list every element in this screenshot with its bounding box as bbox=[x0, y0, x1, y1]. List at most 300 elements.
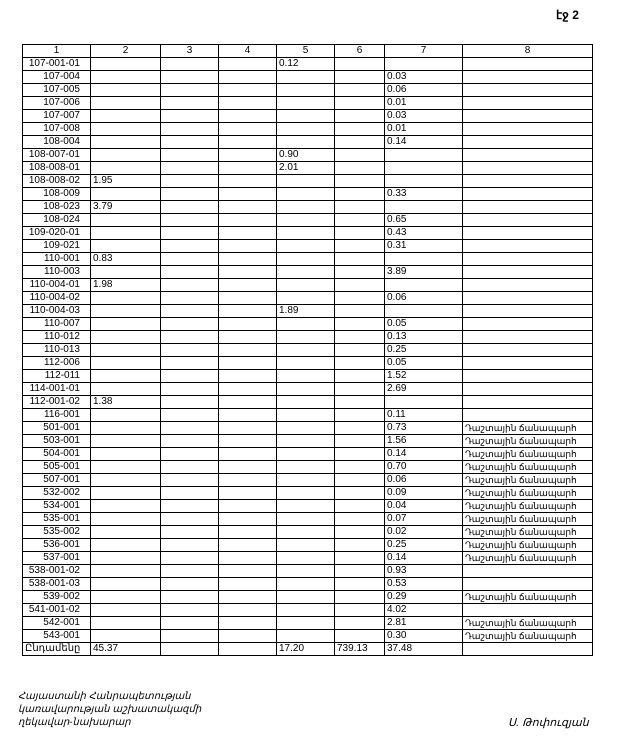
table-cell bbox=[219, 643, 277, 656]
table-cell bbox=[335, 461, 385, 474]
table-row bbox=[23, 552, 593, 565]
table-cell bbox=[335, 84, 385, 97]
table-cell bbox=[277, 513, 335, 526]
table-cell bbox=[161, 84, 219, 97]
table-cell bbox=[161, 227, 219, 240]
table-cell bbox=[161, 305, 219, 318]
table-cell bbox=[161, 136, 219, 149]
table-cell bbox=[219, 136, 277, 149]
table-cell bbox=[335, 474, 385, 487]
table-cell bbox=[161, 253, 219, 266]
table-cell: 0.01 bbox=[385, 97, 463, 110]
table-cell bbox=[91, 84, 161, 97]
table-cell bbox=[91, 526, 161, 539]
table-cell: Դաշտային ճանապարհ bbox=[463, 526, 593, 539]
table-cell bbox=[463, 123, 593, 136]
footer-line: ղեկավար-նախարար bbox=[18, 717, 131, 728]
table-cell bbox=[219, 578, 277, 591]
table-cell bbox=[277, 253, 335, 266]
table-cell bbox=[219, 461, 277, 474]
table-cell: 0.05 bbox=[385, 357, 463, 370]
table-cell: Դաշտային ճանապարհ bbox=[463, 591, 593, 604]
table-cell bbox=[463, 318, 593, 331]
table-cell bbox=[91, 422, 161, 435]
table-row bbox=[23, 565, 593, 578]
table-row bbox=[23, 188, 593, 201]
table-cell bbox=[161, 370, 219, 383]
table-cell bbox=[335, 292, 385, 305]
table-cell bbox=[91, 500, 161, 513]
table-cell bbox=[385, 149, 463, 162]
table-row bbox=[23, 292, 593, 305]
table-cell bbox=[335, 448, 385, 461]
table-cell bbox=[463, 643, 593, 656]
table-cell: 110-004-02 bbox=[23, 292, 91, 305]
table-row bbox=[23, 84, 593, 97]
table-cell bbox=[385, 253, 463, 266]
table-cell bbox=[161, 643, 219, 656]
table-cell bbox=[91, 188, 161, 201]
table-cell bbox=[161, 266, 219, 279]
table-cell bbox=[219, 331, 277, 344]
table-cell bbox=[335, 305, 385, 318]
table-cell bbox=[219, 552, 277, 565]
table-cell bbox=[335, 591, 385, 604]
table-cell bbox=[335, 318, 385, 331]
table-cell bbox=[277, 175, 335, 188]
table-cell: 542-001 bbox=[23, 617, 91, 630]
table-cell bbox=[161, 539, 219, 552]
table-cell bbox=[91, 370, 161, 383]
table-cell: Դաշտային ճանապարհ bbox=[463, 513, 593, 526]
table-cell bbox=[277, 201, 335, 214]
table-cell bbox=[161, 422, 219, 435]
column-header: 5 bbox=[277, 45, 335, 58]
table-row bbox=[23, 383, 593, 396]
table-row bbox=[23, 474, 593, 487]
table-cell: 0.53 bbox=[385, 578, 463, 591]
table-cell: 116-001 bbox=[23, 409, 91, 422]
table-cell: 0.11 bbox=[385, 409, 463, 422]
table-cell: 532-002 bbox=[23, 487, 91, 500]
table-cell bbox=[335, 500, 385, 513]
table-cell bbox=[219, 487, 277, 500]
table-cell bbox=[161, 331, 219, 344]
table-cell: 108-007-01 bbox=[23, 149, 91, 162]
page-number: էջ 2 bbox=[556, 8, 579, 22]
table-cell bbox=[463, 383, 593, 396]
table-cell bbox=[91, 448, 161, 461]
table-cell bbox=[161, 318, 219, 331]
table-cell: Դաշտային ճանապարհ bbox=[463, 552, 593, 565]
table-cell bbox=[463, 188, 593, 201]
table-cell: 538-001-03 bbox=[23, 578, 91, 591]
table-cell bbox=[335, 513, 385, 526]
table-cell bbox=[277, 448, 335, 461]
table-cell: 0.90 bbox=[277, 149, 335, 162]
table-cell bbox=[463, 240, 593, 253]
table-cell: 539-002 bbox=[23, 591, 91, 604]
table-cell bbox=[161, 71, 219, 84]
table-cell: 2.81 bbox=[385, 617, 463, 630]
table-cell bbox=[277, 422, 335, 435]
table-cell bbox=[161, 630, 219, 643]
table-cell bbox=[277, 474, 335, 487]
table-cell bbox=[91, 227, 161, 240]
table-cell bbox=[277, 578, 335, 591]
table-cell bbox=[161, 123, 219, 136]
table-cell: 2.69 bbox=[385, 383, 463, 396]
table-cell bbox=[277, 71, 335, 84]
table-row bbox=[23, 162, 593, 175]
table-cell bbox=[463, 84, 593, 97]
table-cell bbox=[91, 110, 161, 123]
table-cell bbox=[219, 266, 277, 279]
table-cell bbox=[277, 396, 335, 409]
table-cell bbox=[463, 253, 593, 266]
table-row bbox=[23, 461, 593, 474]
table-cell: Դաշտային ճանապարհ bbox=[463, 539, 593, 552]
table-cell bbox=[91, 409, 161, 422]
table-cell bbox=[219, 357, 277, 370]
table-cell bbox=[463, 214, 593, 227]
table-cell: 537-001 bbox=[23, 552, 91, 565]
table-cell bbox=[335, 162, 385, 175]
table-cell bbox=[335, 331, 385, 344]
table-cell: 108-008-02 bbox=[23, 175, 91, 188]
table-row bbox=[23, 136, 593, 149]
column-header: 2 bbox=[91, 45, 161, 58]
table-cell bbox=[161, 474, 219, 487]
column-header: 6 bbox=[335, 45, 385, 58]
table-cell: 110-007 bbox=[23, 318, 91, 331]
table-cell bbox=[219, 71, 277, 84]
table-cell bbox=[219, 448, 277, 461]
table-cell bbox=[161, 500, 219, 513]
table-cell bbox=[91, 240, 161, 253]
table-cell bbox=[335, 630, 385, 643]
table-cell bbox=[463, 162, 593, 175]
table-cell: 107-001-01 bbox=[23, 58, 91, 71]
table-cell bbox=[463, 305, 593, 318]
table-row bbox=[23, 97, 593, 110]
table-cell: 110-004-01 bbox=[23, 279, 91, 292]
table-cell bbox=[463, 71, 593, 84]
table-cell bbox=[277, 292, 335, 305]
table-cell: Դաշտային ճանապարհ bbox=[463, 474, 593, 487]
table-cell: 107-006 bbox=[23, 97, 91, 110]
land-parcel-table bbox=[22, 44, 593, 656]
table-cell: 108-023 bbox=[23, 201, 91, 214]
table-cell bbox=[91, 149, 161, 162]
table-cell bbox=[91, 565, 161, 578]
table-cell bbox=[161, 435, 219, 448]
table-row bbox=[23, 604, 593, 617]
table-cell bbox=[277, 331, 335, 344]
table-cell bbox=[463, 292, 593, 305]
table-cell bbox=[277, 84, 335, 97]
table-cell: 110-012 bbox=[23, 331, 91, 344]
table-cell: 107-005 bbox=[23, 84, 91, 97]
table-cell: 112-011 bbox=[23, 370, 91, 383]
table-cell bbox=[277, 604, 335, 617]
table-cell: 0.03 bbox=[385, 71, 463, 84]
table-cell: 503-001 bbox=[23, 435, 91, 448]
table-cell bbox=[277, 487, 335, 500]
table-cell bbox=[335, 422, 385, 435]
table-cell bbox=[463, 279, 593, 292]
table-row bbox=[23, 71, 593, 84]
table-cell: 0.73 bbox=[385, 422, 463, 435]
table-cell: 0.25 bbox=[385, 539, 463, 552]
table-row bbox=[23, 396, 593, 409]
table-row bbox=[23, 58, 593, 71]
table-cell bbox=[335, 188, 385, 201]
table-cell bbox=[335, 253, 385, 266]
table-cell bbox=[335, 487, 385, 500]
table-cell bbox=[277, 617, 335, 630]
table-cell bbox=[219, 396, 277, 409]
table-cell bbox=[463, 604, 593, 617]
table-cell bbox=[219, 149, 277, 162]
table-cell bbox=[335, 383, 385, 396]
table-cell bbox=[335, 58, 385, 71]
table-cell bbox=[219, 604, 277, 617]
table-cell: 739.13 bbox=[335, 643, 385, 656]
table-cell: 0.06 bbox=[385, 84, 463, 97]
table-cell bbox=[463, 97, 593, 110]
table-cell: 17.20 bbox=[277, 643, 335, 656]
table-cell bbox=[277, 435, 335, 448]
table-cell bbox=[161, 240, 219, 253]
table-cell bbox=[219, 162, 277, 175]
table-cell: 114-001-01 bbox=[23, 383, 91, 396]
table-cell bbox=[219, 279, 277, 292]
table-cell bbox=[277, 370, 335, 383]
table-cell bbox=[161, 487, 219, 500]
footer-line: Հայաստանի Հանրապետության bbox=[18, 691, 191, 702]
table-cell bbox=[277, 383, 335, 396]
table-cell: 0.03 bbox=[385, 110, 463, 123]
footer-line: կառավարության աշխատակազմի bbox=[18, 704, 202, 715]
table-cell bbox=[277, 97, 335, 110]
table-row bbox=[23, 318, 593, 331]
table-cell: 108-009 bbox=[23, 188, 91, 201]
table-cell bbox=[463, 565, 593, 578]
table-cell: 0.14 bbox=[385, 552, 463, 565]
table-row bbox=[23, 214, 593, 227]
table-cell: 110-001 bbox=[23, 253, 91, 266]
table-cell bbox=[385, 175, 463, 188]
table-cell bbox=[219, 175, 277, 188]
table-cell bbox=[219, 435, 277, 448]
table-cell: 0.43 bbox=[385, 227, 463, 240]
table-cell bbox=[161, 344, 219, 357]
table-cell: 110-003 bbox=[23, 266, 91, 279]
table-cell bbox=[277, 630, 335, 643]
table-cell bbox=[463, 370, 593, 383]
table-cell: 0.83 bbox=[91, 253, 161, 266]
table-row bbox=[23, 448, 593, 461]
table-cell bbox=[91, 162, 161, 175]
table-cell: 535-002 bbox=[23, 526, 91, 539]
table-cell: 0.29 bbox=[385, 591, 463, 604]
table-cell bbox=[219, 97, 277, 110]
column-header: 8 bbox=[463, 45, 593, 58]
table-cell bbox=[335, 266, 385, 279]
table-cell bbox=[335, 201, 385, 214]
table-cell: 0.30 bbox=[385, 630, 463, 643]
table-cell: 110-004-03 bbox=[23, 305, 91, 318]
table-cell: 112-006 bbox=[23, 357, 91, 370]
table-cell bbox=[161, 357, 219, 370]
table-cell bbox=[161, 461, 219, 474]
table-cell bbox=[219, 227, 277, 240]
table-cell: 1.95 bbox=[91, 175, 161, 188]
table-cell bbox=[219, 110, 277, 123]
table-cell bbox=[335, 97, 385, 110]
table-cell bbox=[335, 136, 385, 149]
table-cell: 534-001 bbox=[23, 500, 91, 513]
table-cell bbox=[219, 630, 277, 643]
table-cell bbox=[335, 578, 385, 591]
table-cell: 0.13 bbox=[385, 331, 463, 344]
table-cell: 0.31 bbox=[385, 240, 463, 253]
table-cell: 107-004 bbox=[23, 71, 91, 84]
table-cell bbox=[277, 227, 335, 240]
table-cell bbox=[161, 591, 219, 604]
table-cell bbox=[277, 461, 335, 474]
table-cell bbox=[91, 97, 161, 110]
table-cell bbox=[277, 110, 335, 123]
column-header: 7 bbox=[385, 45, 463, 58]
table-cell bbox=[463, 578, 593, 591]
table-row bbox=[23, 123, 593, 136]
table-cell: 109-020-01 bbox=[23, 227, 91, 240]
table-cell: 507-001 bbox=[23, 474, 91, 487]
signatory-title bbox=[18, 690, 201, 729]
table-cell bbox=[161, 149, 219, 162]
table-cell: 107-008 bbox=[23, 123, 91, 136]
table-cell bbox=[219, 591, 277, 604]
table-row bbox=[23, 279, 593, 292]
table-cell bbox=[91, 552, 161, 565]
table-cell bbox=[219, 474, 277, 487]
table-cell bbox=[335, 279, 385, 292]
table-cell bbox=[91, 344, 161, 357]
table-cell: 45.37 bbox=[91, 643, 161, 656]
table-cell: 1.98 bbox=[91, 279, 161, 292]
table-cell: Դաշտային ճանապարհ bbox=[463, 435, 593, 448]
table-cell bbox=[161, 292, 219, 305]
table-cell bbox=[91, 513, 161, 526]
table-cell bbox=[219, 422, 277, 435]
table-cell: 0.33 bbox=[385, 188, 463, 201]
table-cell bbox=[335, 227, 385, 240]
table-cell bbox=[91, 318, 161, 331]
table-cell bbox=[91, 214, 161, 227]
table-cell bbox=[161, 396, 219, 409]
table-cell bbox=[219, 370, 277, 383]
table-cell bbox=[463, 344, 593, 357]
table-cell: Դաշտային ճանապարհ bbox=[463, 500, 593, 513]
table-cell: 0.14 bbox=[385, 448, 463, 461]
table-cell bbox=[463, 409, 593, 422]
table-cell bbox=[219, 617, 277, 630]
table-cell bbox=[335, 526, 385, 539]
table-cell bbox=[161, 617, 219, 630]
table-cell bbox=[219, 84, 277, 97]
table-cell bbox=[463, 357, 593, 370]
table-cell bbox=[385, 58, 463, 71]
column-header: 1 bbox=[23, 45, 91, 58]
column-header: 4 bbox=[219, 45, 277, 58]
table-cell bbox=[161, 578, 219, 591]
table-cell bbox=[463, 266, 593, 279]
table-row bbox=[23, 149, 593, 162]
table-cell: 37.48 bbox=[385, 643, 463, 656]
table-cell: Դաշտային ճանապարհ bbox=[463, 487, 593, 500]
table-row bbox=[23, 357, 593, 370]
table-cell bbox=[277, 318, 335, 331]
table-cell bbox=[277, 344, 335, 357]
table-cell bbox=[277, 188, 335, 201]
table-cell bbox=[385, 279, 463, 292]
table-cell bbox=[91, 383, 161, 396]
table-cell bbox=[161, 58, 219, 71]
table-cell bbox=[91, 604, 161, 617]
table-cell bbox=[91, 71, 161, 84]
table-cell bbox=[219, 565, 277, 578]
header-row bbox=[23, 45, 593, 58]
table-cell bbox=[91, 539, 161, 552]
table-cell bbox=[277, 266, 335, 279]
table-cell bbox=[91, 630, 161, 643]
table-cell: 1.89 bbox=[277, 305, 335, 318]
table-row bbox=[23, 526, 593, 539]
table-cell: 0.65 bbox=[385, 214, 463, 227]
table-cell bbox=[91, 461, 161, 474]
table-cell bbox=[463, 227, 593, 240]
table-row bbox=[23, 305, 593, 318]
table-cell bbox=[385, 201, 463, 214]
table-cell: Դաշտային ճանապարհ bbox=[463, 422, 593, 435]
signatory-name: Ս. Թոփուզյան bbox=[508, 717, 589, 729]
table-cell bbox=[335, 71, 385, 84]
table-cell bbox=[335, 565, 385, 578]
table-cell: 0.07 bbox=[385, 513, 463, 526]
table-cell bbox=[161, 513, 219, 526]
table-cell bbox=[161, 526, 219, 539]
total-row bbox=[23, 643, 593, 656]
table-cell bbox=[91, 136, 161, 149]
table-cell: Դաշտային ճանապարհ bbox=[463, 630, 593, 643]
table-row bbox=[23, 487, 593, 500]
table-cell: 1.52 bbox=[385, 370, 463, 383]
table-row bbox=[23, 253, 593, 266]
table-cell bbox=[463, 136, 593, 149]
table-cell: 4.02 bbox=[385, 604, 463, 617]
table-cell bbox=[335, 435, 385, 448]
table-row bbox=[23, 591, 593, 604]
table-cell bbox=[335, 617, 385, 630]
table-cell bbox=[277, 591, 335, 604]
table-cell bbox=[219, 201, 277, 214]
table-cell bbox=[463, 58, 593, 71]
table-cell bbox=[277, 565, 335, 578]
table-row bbox=[23, 409, 593, 422]
table-cell: 505-001 bbox=[23, 461, 91, 474]
